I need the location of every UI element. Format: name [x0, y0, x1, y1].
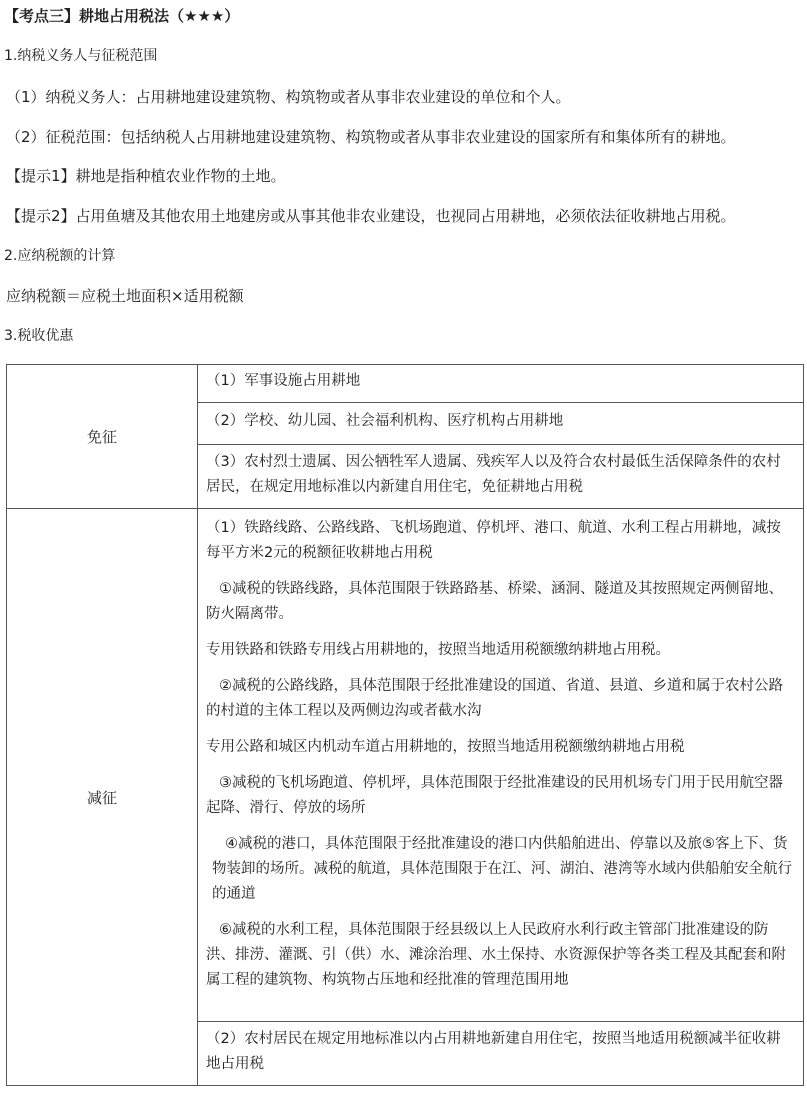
- scope-paragraph: （2）征税范围：包括纳税人占用耕地建设建筑物、构筑物或者从事非农业建设的国家所有和集体所有的耕地。: [6, 128, 736, 146]
- reduced-item-1-cell: [198, 509, 804, 1022]
- section-heading-3: 3.税收优惠: [4, 328, 74, 344]
- reduced-item-1-block: [198, 509, 803, 993]
- reduced-item-1-main: （1）铁路线路、公路线路、飞机场跑道、停机坪、港口、航道、水利工程占用耕地，减按每平方米2元的税额征收耕地占用税: [206, 520, 781, 561]
- exempt-item-1-cell: [198, 365, 804, 403]
- reduced-rail-note: 专用铁路和铁路专用线占用耕地的，按照当地适用税额缴纳耕地占用税。: [206, 642, 670, 658]
- tip-2: 【提示2】占用鱼塘及其他农用土地建房或从事其他非农业建设，也视同占用耕地，必须依法征收耕地占用税。: [6, 207, 736, 225]
- exempt-item-2: （2）学校、幼儿园、社会福利机构、医疗机构占用耕地: [206, 413, 564, 429]
- reduced-item-2: （2）农村居民在规定用地标准以内占用耕地新建自用住宅，按照当地适用税额减半征收耕地占用税: [206, 1031, 781, 1072]
- exempt-item-1: （1）军事设施占用耕地: [206, 373, 361, 389]
- exempt-category: 免征: [7, 365, 198, 509]
- exempt-item-3-cell: [198, 445, 804, 509]
- reduced-water: ⑥减税的水利工程，具体范围限于经县级以上人民政府水利行政主管部门批准建设的防洪、排涝、灌溉、引（供）水、滩涂治理、水土保持、水资源保护等各类工程及其配套和附属工程的建筑物、构筑物占压地和经批准的管理范围用地: [206, 922, 786, 988]
- reduced-item-2-cell: [198, 1022, 804, 1086]
- section-heading-2: 2.应纳税额的计算: [4, 248, 116, 264]
- reduced-road-note: 专用公路和城区内机动车道占用耕地的，按照当地适用税额缴纳耕地占用税: [206, 739, 685, 755]
- reduced-port: ④减税的港口，具体范围限于经批准建设的港口内供船舶进出、停靠以及旅⑤客上下、货物装卸的场所。减税的航道，具体范围限于在江、河、湖泊、港湾等水域内供船舶安全航行的通道: [212, 836, 792, 902]
- reduced-road: ②减税的公路线路，具体范围限于经批准建设的国道、省道、县道、乡道和属于农村公路的村道的主体工程以及两侧边沟或者截水沟: [206, 678, 783, 719]
- exempt-item-3: （3）农村烈士遗属、因公牺牲军人遗属、残疾军人以及符合农村最低生活保障条件的农村居民，在规定用地标准以内新建自用住宅，免征耕地占用税: [206, 454, 781, 495]
- reduced-rail: ①减税的铁路线路，具体范围限于铁路路基、桥梁、涵洞、隧道及其按照规定两侧留地、防火隔离带。: [206, 581, 783, 622]
- reduced-category: 减征: [7, 509, 198, 1086]
- tip-1: 【提示1】耕地是指种植农业作物的土地。: [6, 167, 286, 185]
- taxpayer-paragraph: （1）纳税义务人：占用耕地建设建筑物、构筑物或者从事非农业建设的单位和个人。: [6, 88, 571, 106]
- tax-incentive-table: [6, 364, 804, 1086]
- page-title: 【考点三】耕地占用税法（★★★）: [4, 7, 240, 25]
- exempt-item-2-cell: [198, 403, 804, 445]
- table-row: [7, 365, 804, 403]
- section-heading-1: 1.纳税义务人与征税范围: [4, 48, 158, 64]
- table-row: [7, 509, 804, 1022]
- reduced-airport: ③减税的飞机场跑道、停机坪，具体范围限于经批准建设的民用机场专门用于民用航空器起降、滑行、停放的场所: [206, 775, 783, 816]
- formula: 应纳税额＝应税土地面积×适用税额: [6, 287, 244, 305]
